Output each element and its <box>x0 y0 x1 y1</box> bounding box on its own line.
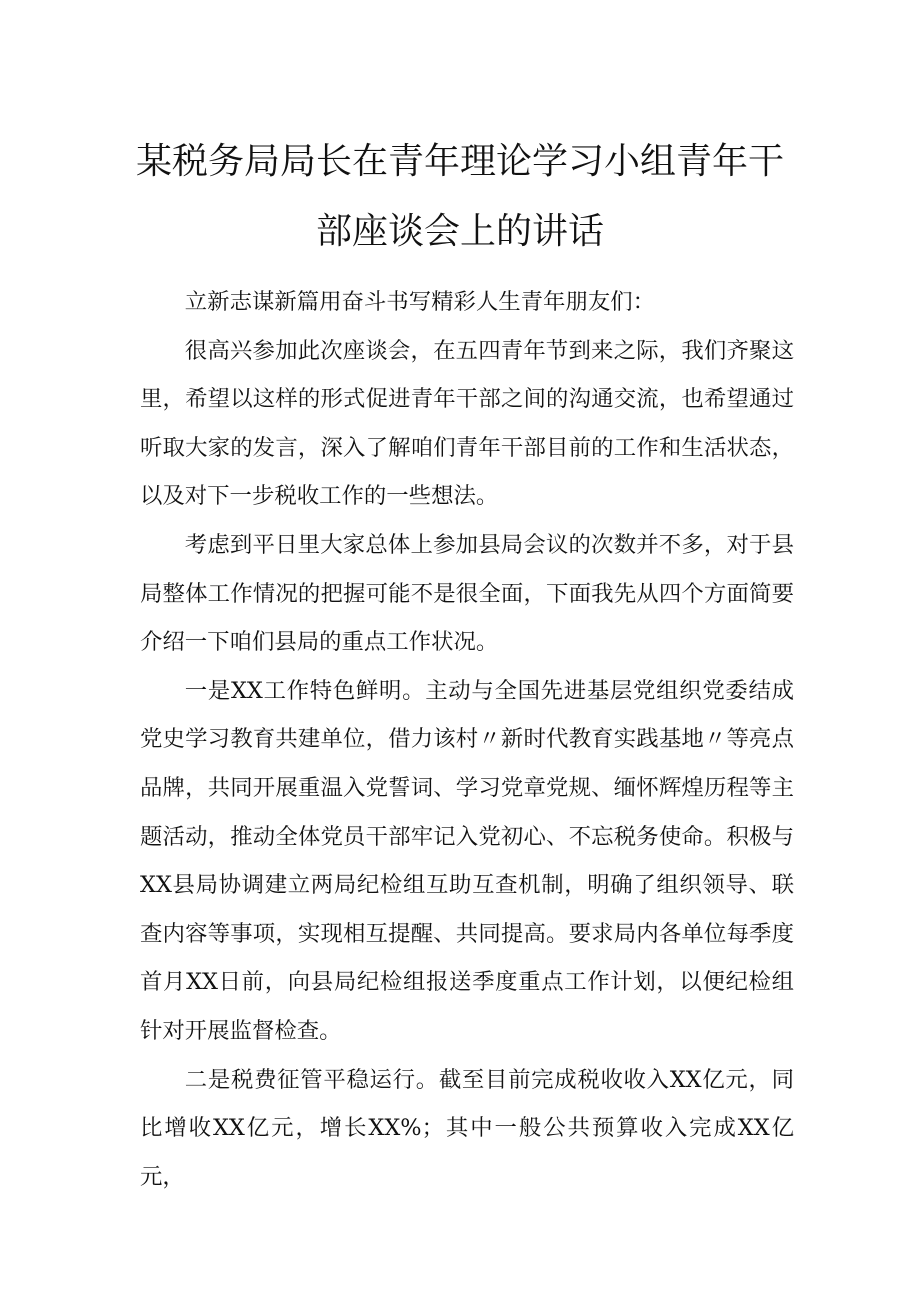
paragraph-overview: 考虑到平日里大家总体上参加县局会议的次数并不多，对于县局整体工作情况的把握可能不是很全面，下面我先从四个方面简要介绍一下咱们县局的重点工作状况。 <box>140 531 794 656</box>
paragraph-opening: 很高兴参加此次座谈会，在五四青年节到来之际，我们齐聚这里，希望以这样的形式促进青年干部之间的沟通交流，也希望通过听取大家的发言，深入了解咱们青年干部目前的工作和生活状态，以及对下一步税收工作的一些想法。 <box>140 337 794 510</box>
paragraph-salutation: 立新志谋新篇用奋斗书写精彩人生青年朋友们： <box>184 289 655 315</box>
document-body <box>140 278 794 1201</box>
document-title-line-2: 部座谈会上的讲话 <box>315 211 604 252</box>
document-title-line-1: 某税务局局长在青年理论学习小组青年干 <box>135 141 784 182</box>
paragraph-point-two: 二是税费征管平稳运行。截至目前完成税收收入XX亿元，同比增收XX亿元，增长XX%；其中一般公共预算收入完成XX亿元， <box>140 1066 794 1190</box>
paragraph-point-one: 一是XX工作特色鲜明。主动与全国先进基层党组织党委结成党史学习教育共建单位，借力该村〃新时代教育实践基地〃等亮点品牌，共同开展重温入党誓词、学习党章党规、缅怀辉煌历程等主题活动，推动全体党员干部牢记入党初心、不忘税务使命。积极与XX县局协调建立两局纪检组互助互查机制，明确了组织领导、联查内容等事项，实现相互提醒、共同提高。要求局内各单位每季度首月XX日前，向县局纪检组报送季度重点工作计划，以便纪检组针对开展监督检查。 <box>140 677 794 1044</box>
